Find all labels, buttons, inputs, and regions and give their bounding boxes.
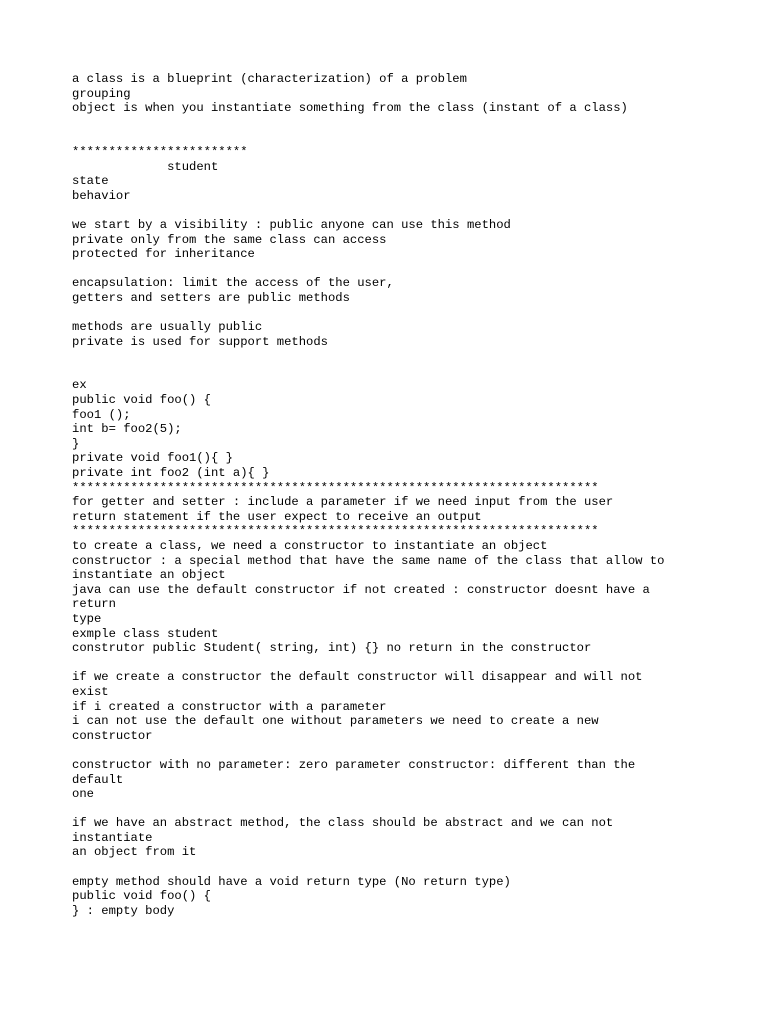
text-line: an object from it bbox=[72, 845, 197, 860]
text-line: to create a class, we need a constructor to instantiate an object bbox=[72, 539, 548, 553]
blank-line bbox=[72, 364, 752, 379]
code-line: } bbox=[72, 436, 80, 451]
separator-line: ************************************************************************ bbox=[72, 524, 599, 539]
text-line: state bbox=[72, 174, 109, 189]
text-line: behavior bbox=[72, 188, 131, 203]
code-line: private void foo1(){ } bbox=[72, 451, 233, 466]
text-line: for getter and setter : include a parameter if we need input from the user bbox=[72, 495, 614, 510]
blank-line bbox=[72, 130, 752, 145]
text-line: private only from the same class can access bbox=[72, 232, 387, 247]
blank-line bbox=[72, 203, 752, 218]
document-page bbox=[72, 72, 752, 918]
code-line: private int foo2 (int a){ } bbox=[72, 466, 270, 481]
text-line: empty method should have a void return type (No return type) bbox=[72, 874, 511, 889]
text-line: construtor public Student( string, int) {} no return in the constructor bbox=[72, 641, 592, 656]
text-line: exist bbox=[72, 684, 109, 699]
text-line: object is when you instantiate something from the class (instant of a class) bbox=[72, 101, 628, 116]
text-line: if we have an abstract method, the class should be abstract and we can not bbox=[72, 816, 614, 831]
text-line: we start by a visibility : public anyone can use this method bbox=[72, 217, 511, 232]
code-line: foo1 (); bbox=[72, 407, 131, 422]
text-line: exmple class student bbox=[72, 626, 219, 641]
text-line: default bbox=[72, 772, 124, 787]
text-line: constructor with no parameter: zero parameter constructor: different than the bbox=[72, 757, 636, 772]
text-line: constructor : a special method that have the same name of the class that allow to bbox=[72, 553, 665, 568]
code-line: } : empty body bbox=[72, 903, 175, 918]
text-line: type bbox=[72, 611, 102, 626]
blank-line bbox=[72, 860, 752, 875]
code-line: public void foo() { bbox=[72, 393, 211, 408]
separator-line: ************************************************************************ bbox=[72, 480, 599, 495]
text-line: return statement if the user expect to receive an output bbox=[72, 509, 482, 524]
blank-line bbox=[72, 116, 752, 131]
blank-line bbox=[72, 743, 752, 758]
blank-line bbox=[72, 262, 752, 277]
text-line: java can use the default constructor if not created : constructor doesnt have a bbox=[72, 582, 650, 597]
blank-line bbox=[72, 802, 752, 817]
text-line: instantiate bbox=[72, 830, 153, 845]
code-line: public void foo() { bbox=[72, 889, 211, 904]
text-line: a class is a blueprint (characterization) of a problem bbox=[72, 72, 467, 86]
text-line: return bbox=[72, 597, 116, 612]
text-line: ex bbox=[72, 378, 87, 393]
text-line: i can not use the default one without parameters we need to create a new bbox=[72, 714, 599, 729]
blank-line bbox=[72, 349, 752, 364]
text-line: private is used for support methods bbox=[72, 334, 328, 349]
text-line: constructor bbox=[72, 728, 153, 743]
section-heading: student bbox=[72, 159, 219, 174]
text-line: instantiate an object bbox=[72, 568, 226, 583]
text-line: one bbox=[72, 787, 94, 802]
blank-line bbox=[72, 656, 752, 671]
text-line: grouping bbox=[72, 86, 131, 101]
text-line: protected for inheritance bbox=[72, 247, 255, 262]
text-line: methods are usually public bbox=[72, 320, 263, 335]
code-line: int b= foo2(5); bbox=[72, 422, 182, 437]
blank-line bbox=[72, 306, 752, 321]
text-line: if we create a constructor the default constructor will disappear and will not bbox=[72, 670, 643, 685]
text-line: getters and setters are public methods bbox=[72, 290, 350, 305]
text-line: encapsulation: limit the access of the user, bbox=[72, 276, 394, 291]
separator-line: ************************ bbox=[72, 144, 248, 159]
text-line: if i created a constructor with a parameter bbox=[72, 699, 387, 714]
